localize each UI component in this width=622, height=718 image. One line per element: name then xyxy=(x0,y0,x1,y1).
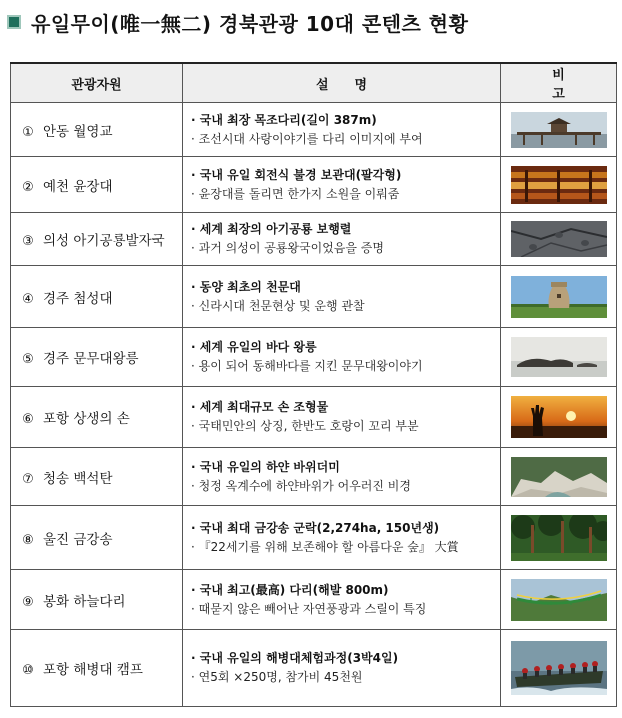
note-cell xyxy=(501,506,617,570)
header-resource: 관광자원 xyxy=(11,63,183,103)
note-cell xyxy=(501,266,617,328)
table-row xyxy=(11,506,617,570)
row-number: ④ xyxy=(22,291,34,307)
note-cell xyxy=(501,448,617,506)
resource-name: 포항 상생의 손 xyxy=(43,411,130,427)
table-row xyxy=(11,103,617,157)
row-number: ⑨ xyxy=(22,594,34,610)
resource-name: 경주 문무대왕릉 xyxy=(43,351,139,367)
description-line-2: · 신라시대 천문현상 및 운행 관찰 xyxy=(191,297,500,316)
baekseoktan-photo xyxy=(511,457,607,497)
resource-cell xyxy=(11,387,183,448)
note-cell xyxy=(501,213,617,266)
description-line-2: · 조선시대 사랑이야기를 다리 이미지에 부여 xyxy=(191,130,500,149)
table-row xyxy=(11,387,617,448)
description-line-1: · 세계 최장의 아기공룡 보행렬 xyxy=(191,220,500,239)
resource-name: 의성 아기공룡발자국 xyxy=(43,233,165,249)
resource-cell xyxy=(11,506,183,570)
wolyeong-bridge-photo xyxy=(511,112,607,148)
table-row xyxy=(11,213,617,266)
resource-cell xyxy=(11,630,183,707)
resource-cell xyxy=(11,328,183,387)
description-line-2: · 때묻지 않은 빼어난 자연풍광과 스릴이 특징 xyxy=(191,600,500,619)
row-number: ③ xyxy=(22,234,34,249)
yunjangdae-photo xyxy=(511,166,607,204)
description-cell xyxy=(183,103,501,157)
description-line-1: · 국내 유일의 하얀 바위더미 xyxy=(191,458,500,477)
description-line-1: · 국내 유일 회전식 불경 보관대(팔각형) xyxy=(191,166,500,185)
resource-cell xyxy=(11,570,183,630)
description-cell xyxy=(183,213,501,266)
description-line-2: · 연5회 ×250명, 참가비 45천원 xyxy=(191,668,500,687)
table-row xyxy=(11,570,617,630)
description-line-2: · 과거 의성이 공룡왕국이었음을 증명 xyxy=(191,239,500,258)
description-cell xyxy=(183,570,501,630)
note-cell xyxy=(501,328,617,387)
row-number: ⑤ xyxy=(22,352,34,367)
description-line-2: · 용이 되어 동해바다를 지킨 문무대왕이야기 xyxy=(191,357,500,376)
table-row xyxy=(11,448,617,506)
note-cell xyxy=(501,570,617,630)
sky-bridge-photo xyxy=(511,579,607,621)
tourism-contents-table xyxy=(10,62,617,707)
description-line-1: · 국내 최고(最高) 다리(해발 800m) xyxy=(191,581,500,600)
note-cell xyxy=(501,103,617,157)
resource-cell xyxy=(11,448,183,506)
description-line-1: · 국내 유일의 해병대체험과정(3박4일) xyxy=(191,649,500,668)
page-title: 유일무이(唯一無二) 경북관광 10대 콘텐츠 현황 xyxy=(31,11,469,36)
table-row xyxy=(11,266,617,328)
dinosaur-footprint-photo xyxy=(511,221,607,257)
description-cell xyxy=(183,387,501,448)
description-cell xyxy=(183,328,501,387)
row-number: ② xyxy=(22,179,34,195)
table-header-row xyxy=(11,63,617,103)
description-line-2: · 국태민안의 상징, 한반도 호랑이 꼬리 부분 xyxy=(191,417,500,436)
description-line-1: · 세계 유일의 바다 왕릉 xyxy=(191,338,500,357)
title-bullet-icon xyxy=(7,15,21,29)
description-cell xyxy=(183,157,501,213)
marine-camp-photo xyxy=(511,641,607,695)
resource-cell xyxy=(11,103,183,157)
cheomseongdae-photo xyxy=(511,276,607,318)
row-number: ⑩ xyxy=(22,663,34,678)
note-cell xyxy=(501,387,617,448)
resource-name: 울진 금강송 xyxy=(43,531,113,548)
description-line-2: · 『22세기를 위해 보존해야 할 아름다운 숲』 大賞 xyxy=(191,538,500,557)
munmu-tomb-photo xyxy=(511,337,607,377)
description-cell xyxy=(183,506,501,570)
resource-cell xyxy=(11,157,183,213)
table-row xyxy=(11,630,617,707)
hand-of-harmony-photo xyxy=(511,396,607,438)
description-cell xyxy=(183,266,501,328)
resource-name: 안동 월영교 xyxy=(43,123,113,140)
description-line-1: · 국내 최장 목조다리(길이 387m) xyxy=(191,111,500,130)
header-note: 비고 xyxy=(501,63,617,103)
note-cell xyxy=(501,630,617,707)
resource-cell xyxy=(11,213,183,266)
page-title-row xyxy=(7,8,468,36)
row-number: ⑦ xyxy=(22,471,34,487)
row-number: ⑧ xyxy=(22,532,34,548)
description-cell xyxy=(183,448,501,506)
note-cell xyxy=(501,157,617,213)
resource-name: 봉화 하늘다리 xyxy=(43,593,126,610)
description-line-2: · 청정 옥계수에 하얀바위가 어우러진 비경 xyxy=(191,477,500,496)
description-cell xyxy=(183,630,501,707)
pine-forest-photo xyxy=(511,515,607,561)
resource-cell xyxy=(11,266,183,328)
row-number: ⑥ xyxy=(22,412,34,427)
resource-name: 경주 첨성대 xyxy=(43,290,113,307)
table-row xyxy=(11,157,617,213)
description-line-1: · 동양 최초의 천문대 xyxy=(191,278,500,297)
description-line-1: · 국내 최대 금강송 군락(2,274ha, 150년생) xyxy=(191,519,500,538)
description-line-2: · 윤장대를 돌리면 한가지 소원을 이뤄줌 xyxy=(191,185,500,204)
resource-name: 청송 백석탄 xyxy=(43,470,113,487)
resource-name: 포항 해병대 캠프 xyxy=(43,662,143,678)
resource-name: 예천 윤장대 xyxy=(43,178,113,195)
row-number: ① xyxy=(22,124,34,140)
header-description: 설명 xyxy=(183,63,501,103)
table-row xyxy=(11,328,617,387)
description-line-1: · 세계 최대규모 손 조형물 xyxy=(191,398,500,417)
